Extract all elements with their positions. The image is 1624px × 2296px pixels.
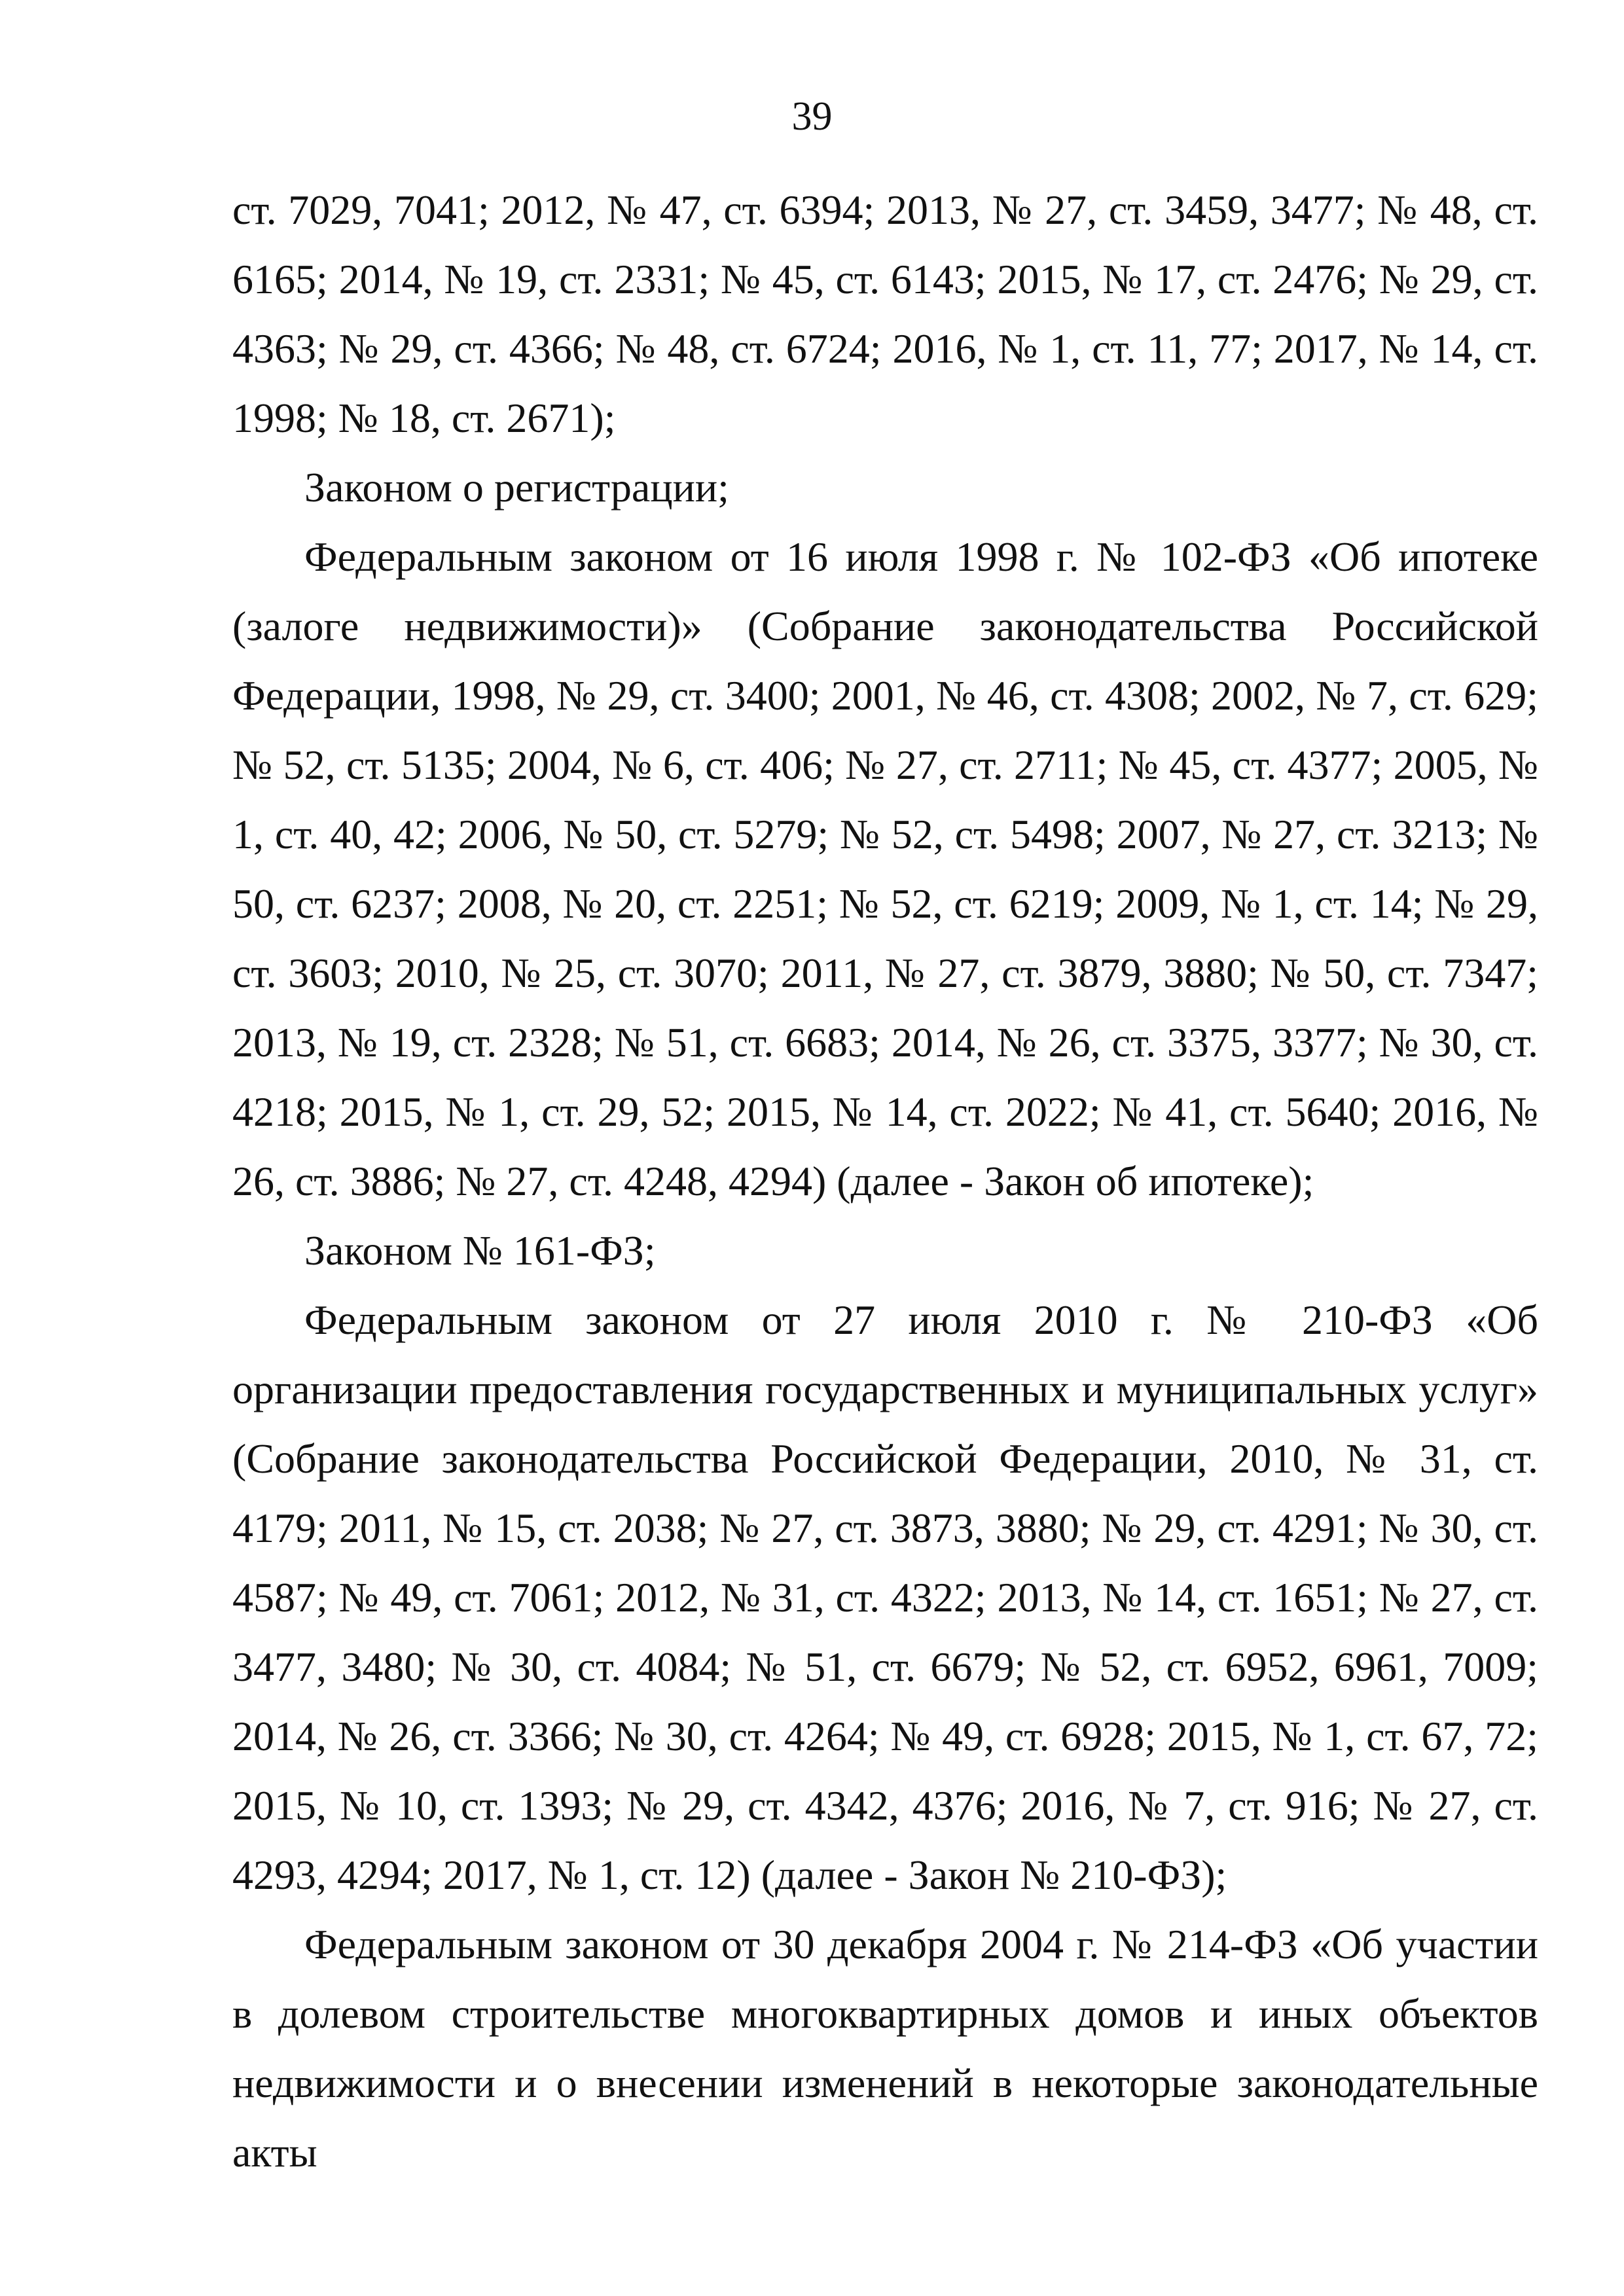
paragraph-citations-continued: ст. 7029, 7041; 2012, № 47, ст. 6394; 2013, № 27, ст. 3459, 3477; № 48, ст. 6165; 2014, № 19, ст. 2331; № 45, ст. 6143; 2015, № 17, ст. 2476; № 29, ст. 4363; № 29, ст. 4366; № 48, ст. 6724; 2016, № 1, ст. 11, 77; 2017, № 14, ст. 1998; № 18, ст. 2671); <box>232 187 1538 441</box>
page-number: 39 <box>791 94 833 139</box>
paragraph-law-214: Федеральным законом от 30 декабря 2004 г. № 214-ФЗ «Об участии в долевом строительстве многоквартирных домов и иных объектов недвижимости и о внесении изменений в некоторые законодательные акты <box>232 1921 1538 2176</box>
paragraph-mortgage-law: Федеральным законом от 16 июля 1998 г. № 102-ФЗ «Об ипотеке (залоге недвижимости)» (Собрание законодательства Российской Федерации, 1998, № 29, ст. 3400; 2001, № 46, ст. 4308; 2002, № 7, ст. 629; № 52, ст. 5135; 2004, № 6, ст. 406; № 27, ст. 2711; № 45, ст. 4377; 2005, № 1, ст. 40, 42; 2006, № 50, ст. 5279; № 52, ст. 5498; 2007, № 27, ст. 3213; № 50, ст. 6237; 2008, № 20, ст. 2251; № 52, ст. 6219; 2009, № 1, ст. 14; № 29, ст. 3603; 2010, № 25, ст. 3070; 2011, № 27, ст. 3879, 3880; № 50, ст. 7347; 2013, № 19, ст. 2328; № 51, ст. 6683; 2014, № 26, ст. 3375, 3377; № 30, ст. 4218; 2015, № 1, ст. 29, 52; 2015, № 14, ст. 2022; № 41, ст. 5640; 2016, № 26, ст. 3886; № 27, ст. 4248, 4294) (далее - Закон об ипотеке); <box>232 533 1538 1204</box>
document-body <box>232 175 1538 2187</box>
paragraph-law-161: Законом № 161-ФЗ; <box>304 1227 656 1274</box>
paragraph-registration-law: Законом о регистрации; <box>304 464 729 511</box>
paragraph-law-210: Федеральным законом от 27 июля 2010 г. № 210-ФЗ «Об организации предоставления государственных и муниципальных услуг» (Собрание законодательства Российской Федерации, 2010, № 31, ст. 4179; 2011, № 15, ст. 2038; № 27, ст. 3873, 3880; № 29, ст. 4291; № 30, ст. 4587; № 49, ст. 7061; 2012, № 31, ст. 4322; 2013, № 14, ст. 1651; № 27, ст. 3477, 3480; № 30, ст. 4084; № 51, ст. 6679; № 52, ст. 6952, 6961, 7009; 2014, № 26, ст. 3366; № 30, ст. 4264; № 49, ст. 6928; 2015, № 1, ст. 67, 72; 2015, № 10, ст. 1393; № 29, ст. 4342, 4376; 2016, № 7, ст. 916; № 27, ст. 4293, 4294; 2017, № 1, ст. 12) (далее - Закон № 210-ФЗ); <box>232 1297 1538 1898</box>
